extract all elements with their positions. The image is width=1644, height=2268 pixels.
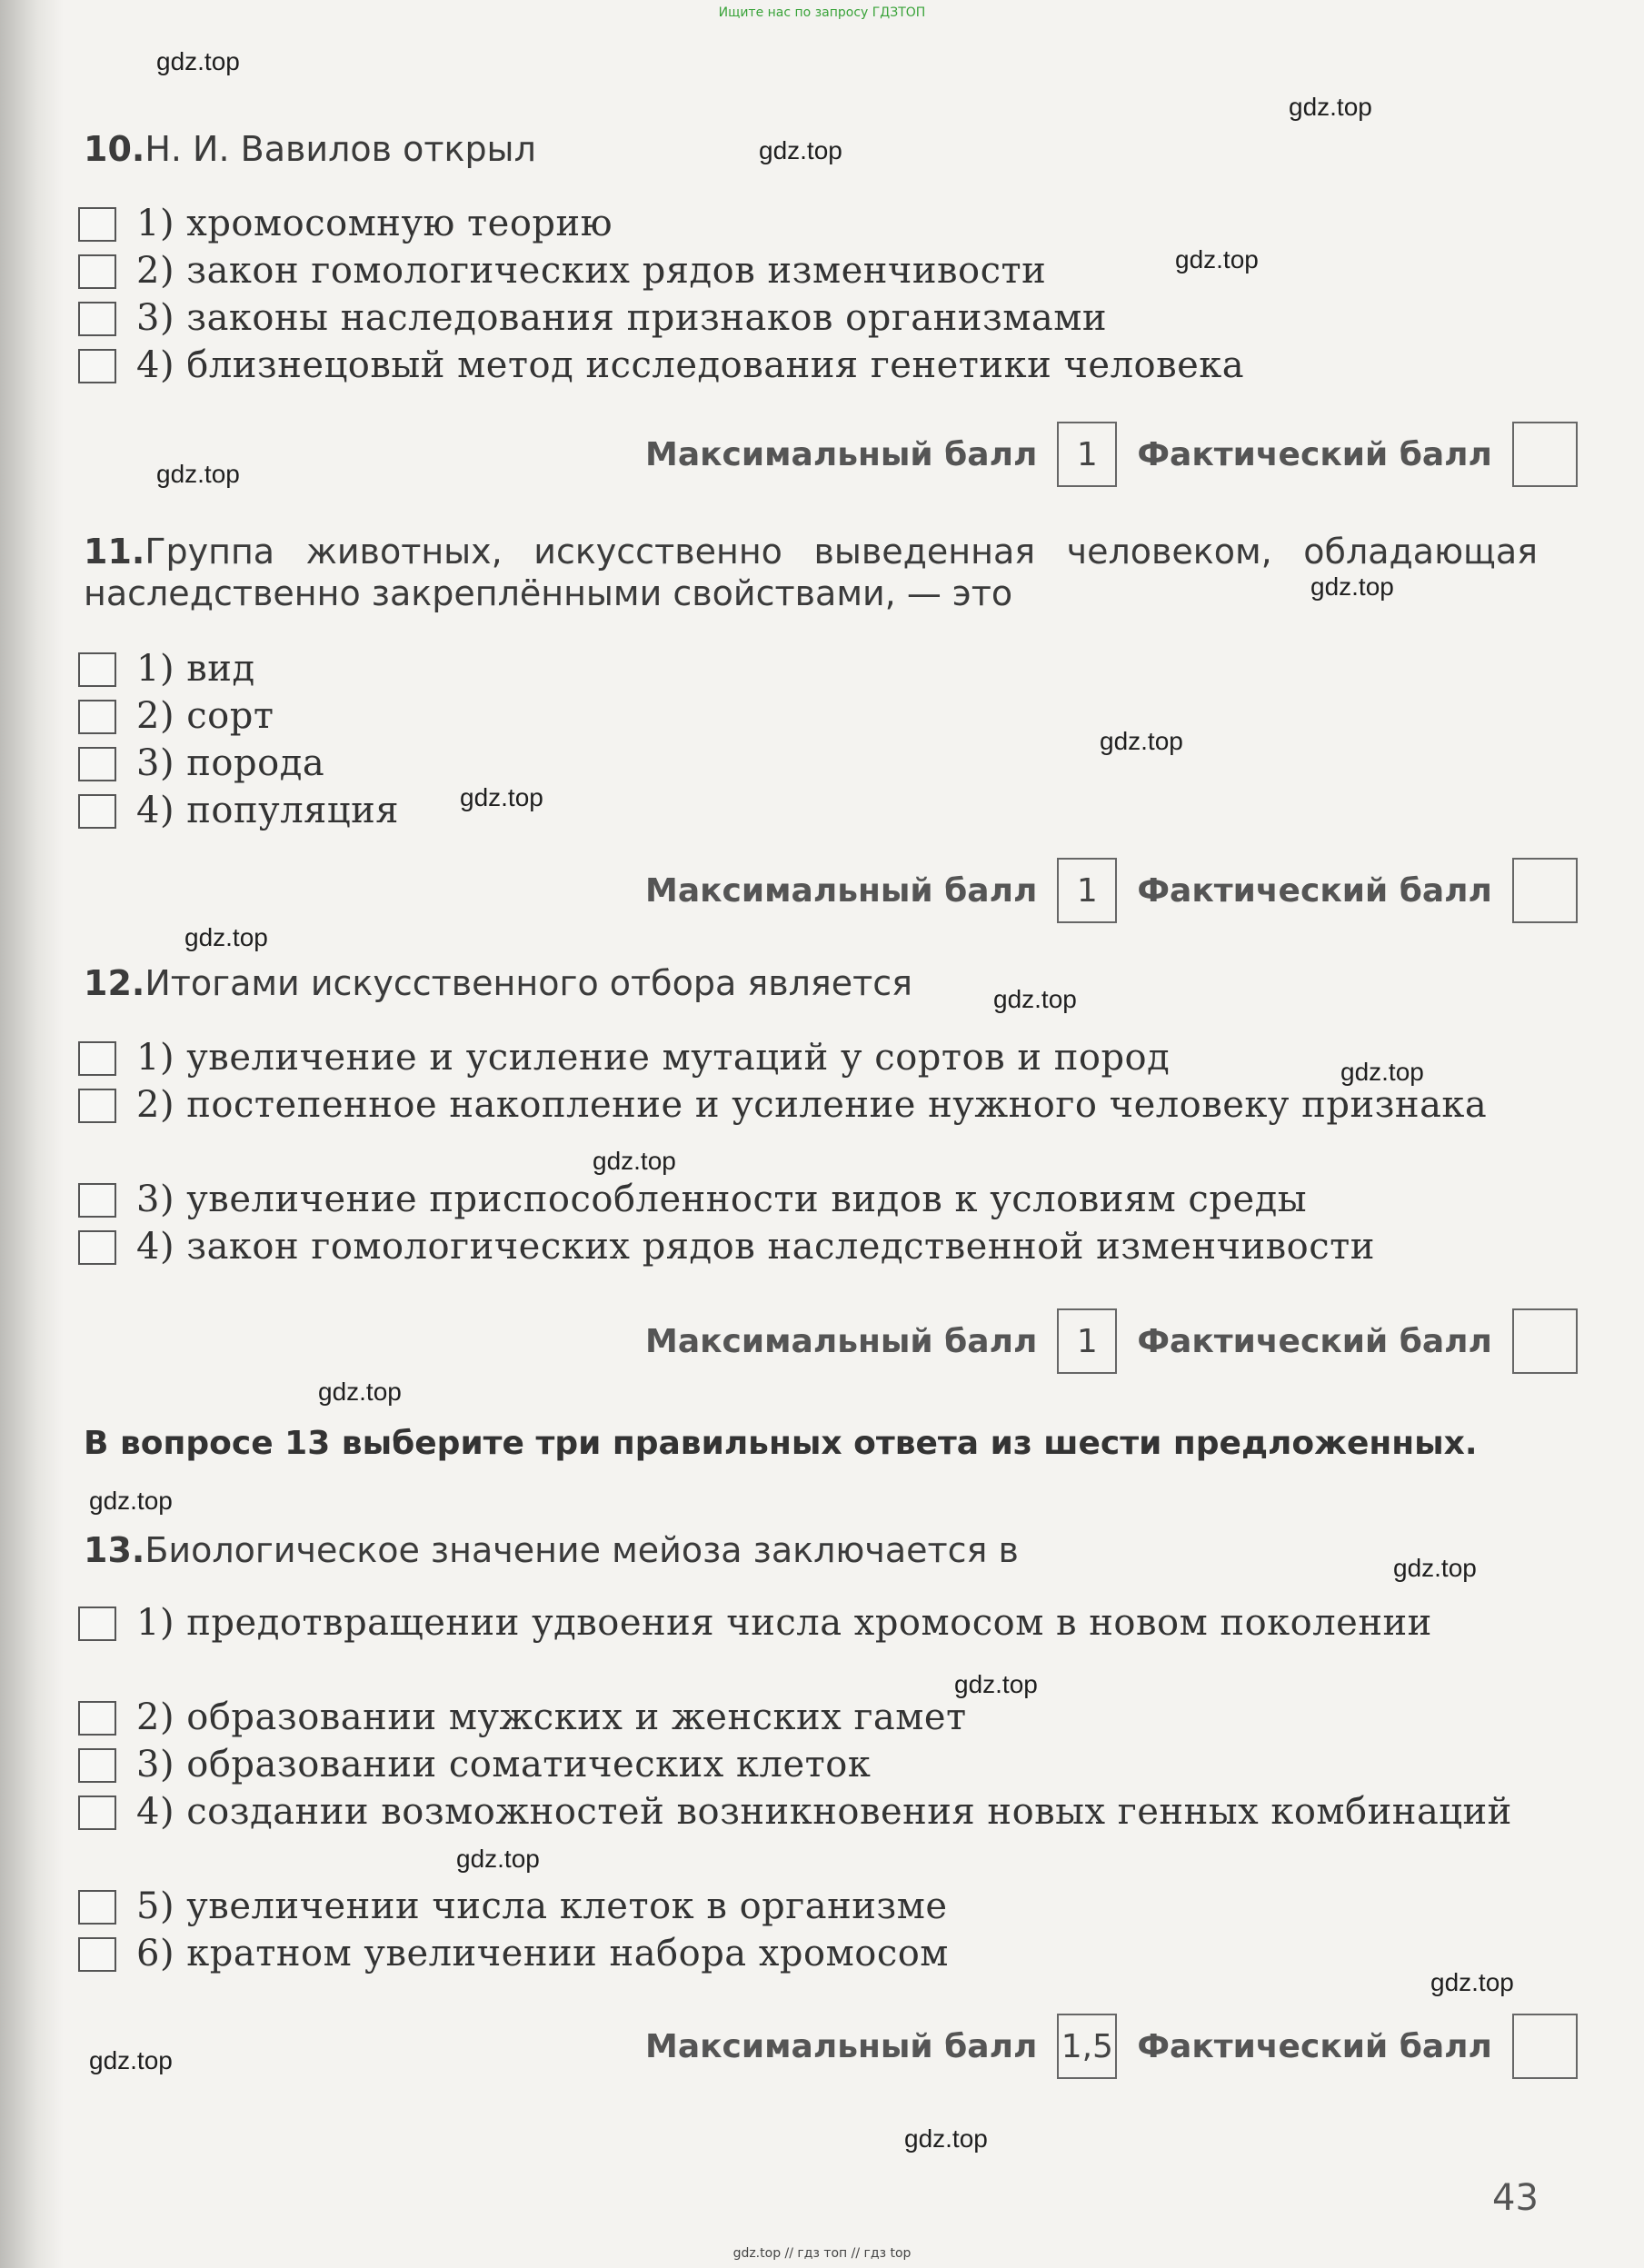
question-10-score bbox=[645, 422, 1578, 487]
answer-checkbox[interactable] bbox=[78, 1230, 116, 1265]
instruction-text: В вопросе 13 выберите три правильных ответа из шести предложенных. bbox=[84, 1425, 1478, 1462]
question-13-option-1[interactable] bbox=[78, 1599, 1532, 1646]
option-text: 2) постепенное накопление и усиление нужного человеку признака bbox=[136, 1084, 1488, 1126]
option-text: 6) кратном увеличении набора хромосом bbox=[136, 1933, 949, 1975]
answer-checkbox[interactable] bbox=[78, 652, 116, 687]
watermark: gdz.top bbox=[89, 2046, 173, 2074]
question-12-option-3[interactable] bbox=[78, 1176, 1532, 1223]
watermark: gdz.top bbox=[1175, 245, 1259, 274]
watermark: gdz.top bbox=[593, 1147, 676, 1175]
option-text: 1) увеличение и усиление мутаций у сортов и пород bbox=[136, 1037, 1171, 1079]
question-11-option-3[interactable] bbox=[78, 740, 1550, 787]
watermark: gdz.top bbox=[460, 783, 543, 811]
question-13-option-2[interactable] bbox=[78, 1694, 1532, 1741]
answer-checkbox[interactable] bbox=[78, 1089, 116, 1123]
question-11-option-4[interactable] bbox=[78, 787, 1550, 834]
option-text: 2) сорт bbox=[136, 695, 274, 737]
question-13-score bbox=[645, 2014, 1578, 2079]
question-text: Группа животных, искусственно выведенная человеком, обладающая наследственно закреплёнными свойствами, — это bbox=[84, 532, 1538, 613]
answer-checkbox[interactable] bbox=[78, 1183, 116, 1218]
actual-score-field[interactable] bbox=[1512, 2014, 1578, 2079]
answer-checkbox[interactable] bbox=[78, 1937, 116, 1972]
question-13-option-4[interactable] bbox=[78, 1788, 1532, 1835]
option-text: 1) предотвращении удвоения числа хромосом в новом поколении bbox=[136, 1602, 1432, 1644]
watermark: gdz.top bbox=[156, 47, 240, 75]
question-11-option-1[interactable] bbox=[78, 645, 1550, 692]
question-12-title bbox=[84, 963, 912, 1003]
watermark: gdz.top bbox=[1393, 1554, 1477, 1582]
watermark: gdz.top bbox=[954, 1670, 1038, 1698]
watermark: gdz.top bbox=[184, 923, 268, 951]
watermark: gdz.top bbox=[89, 1487, 173, 1515]
question-text: Биологическое значение мейоза заключается в bbox=[144, 1530, 1019, 1570]
option-text: 4) создании возможностей возникновения новых генных комбинаций bbox=[136, 1791, 1512, 1833]
actual-score-label: Фактический балл bbox=[1137, 871, 1492, 910]
watermark: gdz.top bbox=[318, 1378, 402, 1406]
answer-checkbox[interactable] bbox=[78, 1041, 116, 1076]
answer-checkbox[interactable] bbox=[78, 1890, 116, 1925]
answer-checkbox[interactable] bbox=[78, 254, 116, 289]
watermark: gdz.top bbox=[1289, 93, 1372, 121]
max-score-value: 1 bbox=[1057, 858, 1117, 923]
question-11-title bbox=[84, 531, 1538, 614]
actual-score-field[interactable] bbox=[1512, 422, 1578, 487]
option-text: 1) вид bbox=[136, 648, 255, 690]
watermark: gdz.top bbox=[1340, 1058, 1424, 1086]
question-12-option-1[interactable] bbox=[78, 1034, 1532, 1081]
watermark: gdz.top bbox=[904, 2124, 988, 2153]
answer-checkbox[interactable] bbox=[78, 349, 116, 383]
question-12-option-4[interactable] bbox=[78, 1223, 1532, 1270]
option-text: 4) закон гомологических рядов наследственной изменчивости bbox=[136, 1226, 1375, 1268]
option-text: 3) увеличение приспособленности видов к условиям среды bbox=[136, 1179, 1308, 1220]
question-13-option-5[interactable] bbox=[78, 1883, 1532, 1930]
option-text: 5) увеличении числа клеток в организме bbox=[136, 1885, 948, 1927]
watermark: gdz.top bbox=[156, 460, 240, 488]
question-text: Н. И. Вавилов открыл bbox=[144, 129, 536, 169]
answer-checkbox[interactable] bbox=[78, 700, 116, 734]
answer-checkbox[interactable] bbox=[78, 1701, 116, 1736]
answer-checkbox[interactable] bbox=[78, 1748, 116, 1783]
question-10-title bbox=[84, 129, 536, 169]
option-text: 4) близнецовый метод исследования генетики человека bbox=[136, 344, 1245, 386]
question-10-option-1[interactable] bbox=[78, 200, 1550, 247]
answer-checkbox[interactable] bbox=[78, 794, 116, 829]
max-score-label: Максимальный балл bbox=[645, 2027, 1038, 2065]
question-13-option-6[interactable] bbox=[78, 1930, 1532, 1977]
option-text: 3) порода bbox=[136, 742, 325, 784]
max-score-value: 1 bbox=[1057, 1308, 1117, 1374]
question-text: Итогами искусственного отбора является bbox=[144, 963, 913, 1003]
top-banner: Ищите нас по запросу ГДЗТОП bbox=[718, 5, 926, 20]
question-13-title bbox=[84, 1530, 1019, 1570]
watermark: gdz.top bbox=[1310, 572, 1394, 601]
answer-checkbox[interactable] bbox=[78, 1796, 116, 1830]
bottom-banner: gdz.top // гдз топ // гдз top bbox=[732, 2246, 912, 2261]
actual-score-field[interactable] bbox=[1512, 858, 1578, 923]
answer-checkbox[interactable] bbox=[78, 207, 116, 242]
question-10-option-4[interactable] bbox=[78, 342, 1550, 389]
answer-checkbox[interactable] bbox=[78, 302, 116, 336]
watermark: gdz.top bbox=[456, 1845, 540, 1873]
question-10-option-2[interactable] bbox=[78, 247, 1550, 294]
question-12-option-2[interactable] bbox=[78, 1081, 1532, 1129]
question-10-option-3[interactable] bbox=[78, 294, 1550, 342]
max-score-label: Максимальный балл bbox=[645, 1322, 1038, 1360]
option-text: 1) хромосомную теорию bbox=[136, 203, 613, 244]
watermark: gdz.top bbox=[759, 136, 842, 164]
watermark: gdz.top bbox=[1430, 1968, 1514, 1996]
max-score-value: 1 bbox=[1057, 422, 1117, 487]
answer-checkbox[interactable] bbox=[78, 747, 116, 781]
page-edge-shadow bbox=[0, 0, 64, 2268]
max-score-label: Максимальный балл bbox=[645, 435, 1038, 473]
option-text: 2) образовании мужских и женских гамет bbox=[136, 1696, 967, 1738]
question-11-option-2[interactable] bbox=[78, 692, 1550, 740]
question-11-score bbox=[645, 858, 1578, 923]
actual-score-label: Фактический балл bbox=[1137, 435, 1492, 473]
question-12-score bbox=[645, 1308, 1578, 1374]
watermark: gdz.top bbox=[993, 985, 1077, 1013]
option-text: 2) закон гомологических рядов изменчивости bbox=[136, 250, 1047, 292]
watermark: gdz.top bbox=[1100, 727, 1183, 755]
question-number: 13. bbox=[84, 1530, 145, 1570]
actual-score-field[interactable] bbox=[1512, 1308, 1578, 1374]
option-text: 4) популяция bbox=[136, 790, 399, 831]
actual-score-label: Фактический балл bbox=[1137, 2027, 1492, 2065]
question-number: 12. bbox=[84, 963, 145, 1003]
page-number: 43 bbox=[1492, 2177, 1539, 2219]
option-text: 3) образовании соматических клеток bbox=[136, 1744, 872, 1786]
max-score-value: 1,5 bbox=[1057, 2014, 1117, 2079]
answer-checkbox[interactable] bbox=[78, 1606, 116, 1641]
max-score-label: Максимальный балл bbox=[645, 871, 1038, 910]
question-13-option-3[interactable] bbox=[78, 1741, 1532, 1788]
option-text: 3) законы наследования признаков организмами bbox=[136, 297, 1107, 339]
question-number: 11. bbox=[84, 532, 145, 572]
actual-score-label: Фактический балл bbox=[1137, 1322, 1492, 1360]
question-number: 10. bbox=[84, 129, 145, 169]
